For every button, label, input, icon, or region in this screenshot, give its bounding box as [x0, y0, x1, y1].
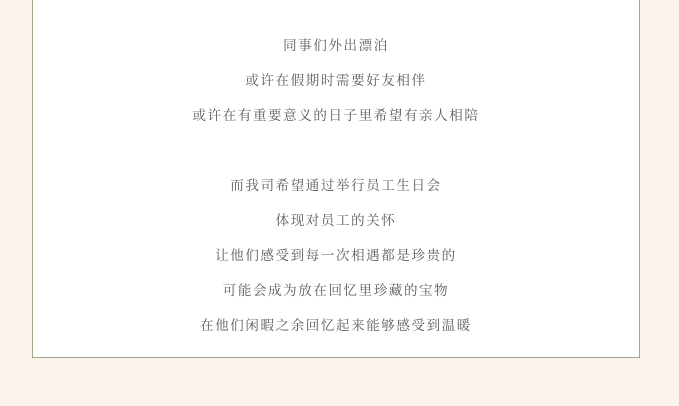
- text-line: 而我司希望通过举行员工生日会: [230, 178, 442, 194]
- text-line: 体现对员工的关怀: [275, 213, 397, 229]
- text-line: 在他们闲暇之余回忆起来能够感受到温暖: [200, 318, 472, 334]
- text-line: 同事们外出漂泊: [283, 38, 389, 54]
- text-line: 可能会成为放在回忆里珍藏的宝物: [222, 283, 450, 299]
- text-line: 让他们感受到每一次相遇都是珍贵的: [215, 248, 457, 264]
- content-card: [32, 0, 640, 358]
- text-line: 或许在有重要意义的日子里希望有亲人相陪: [192, 108, 480, 124]
- text-line: 或许在假期时需要好友相伴: [245, 73, 427, 89]
